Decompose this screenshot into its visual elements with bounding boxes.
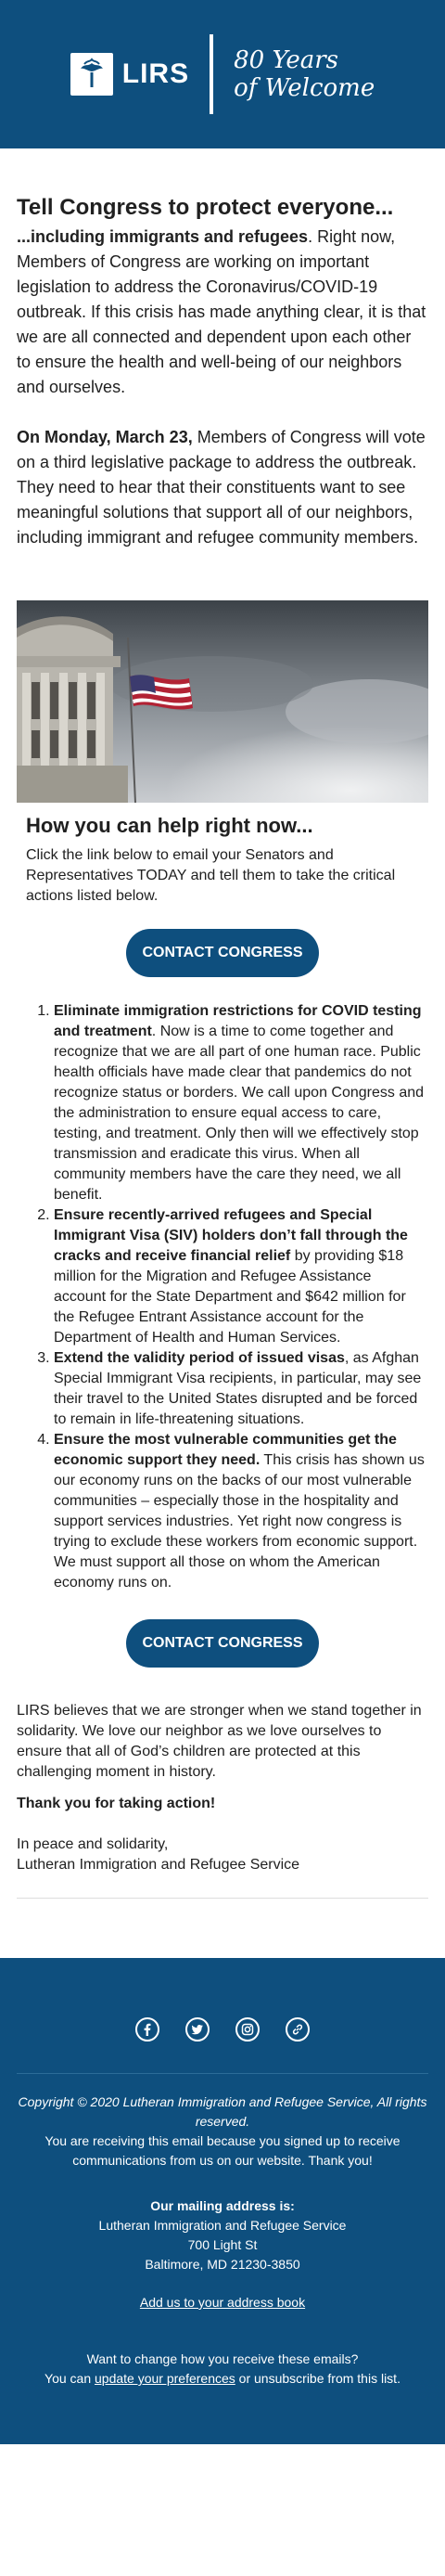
logo-text: LIRS xyxy=(121,58,190,89)
list-item xyxy=(54,1430,425,1593)
preferences-line xyxy=(17,2369,428,2389)
action-text: , as Afghan Special Immigrant Visa recipients, in particular, may see their travel to the United States disrupted and be forced to remain in life-threatening situations. xyxy=(54,1350,422,1427)
mailing-address-title: Our mailing address is: xyxy=(150,2198,295,2213)
help-section xyxy=(17,803,428,907)
action-bold: Ensure the most vulnerable communities get the economic support they need. xyxy=(54,1432,397,1468)
action-text: This crisis has shown us our economy runs on the backs of our most vulnerable communities – especially those in the hospitality and support services industries. Yet right now congress is trying to exclude these workers from economic support. We must support all those on whom the American economy runs on. xyxy=(54,1452,425,1591)
lirs-logo[interactable] xyxy=(70,34,375,114)
contact-congress-button-bottom[interactable]: CONTACT CONGRESS xyxy=(126,1619,319,1668)
action-text: . Now is a time to come together and recognize that we are all part of one human race. Public health officials have made clear that pandemics do not recognize status or borders. We call upon Congress and the administration to ensure equal access to care, testing, and treatment. Only then will we effectively stop transmission and eradicate this virus. When all community members have the care they need, we all benefit. xyxy=(54,1024,425,1203)
logo-tagline xyxy=(234,46,375,102)
logo-mark xyxy=(70,53,189,96)
vote-date: On Monday, March 23, xyxy=(17,428,193,446)
action-bold: Ensure recently-arrived refugees and Special Immigrant Visa (SIV) holders don’t fall through the cracks and receive financial relief xyxy=(54,1207,408,1264)
unsubscribe-link[interactable]: unsubscribe from this list xyxy=(254,2371,398,2386)
action-bold: Extend the validity period of issued visas xyxy=(54,1350,345,1366)
social-links xyxy=(17,2017,428,2041)
street-address: 700 Light St xyxy=(187,2237,258,2252)
help-title: How you can help right now... xyxy=(26,814,313,837)
action-bold: Eliminate immigration restrictions for COVID testing and treatment xyxy=(54,1003,422,1039)
closing-paragraph: LIRS believes that we are stronger when we stand together in solidarity. We love our neighbor as we love ourselves to ensure that all of God’s children are protected at this challenging moment in history. xyxy=(17,1703,422,1780)
signature xyxy=(17,1835,428,1875)
signature-line1: In peace and solidarity, xyxy=(17,1836,169,1852)
action-list xyxy=(17,1001,428,1593)
contact-button-wrap-bottom xyxy=(17,1619,428,1668)
signature-line2: Lutheran Immigration and Refugee Service xyxy=(17,1857,300,1873)
update-preferences-link[interactable]: update your preferences xyxy=(95,2371,235,2386)
city-address: Baltimore, MD 21230-3850 xyxy=(145,2257,300,2272)
tagline-line2: of Welcome xyxy=(234,74,375,102)
list-item xyxy=(54,1348,425,1430)
help-intro: Click the link below to email your Senators and Representatives TODAY and tell them to take the critical actions listed below. xyxy=(26,847,396,904)
website-link-icon[interactable] xyxy=(286,2017,310,2041)
intro-paragraph xyxy=(17,225,428,400)
action-text: by providing $18 million for the Migration and Refugee Assistance account for the State Department and $642 million for the Refugee Entrant Assistance account for the Department of Health and Human Services. xyxy=(54,1248,406,1346)
email-header xyxy=(0,0,445,148)
change-emails-text: Want to change how you receive these emails? xyxy=(86,2351,359,2366)
intro-text: . Right now, Members of Congress are working on important legislation to address the Coronavirus/COVID-19 outbreak. If this crisis has made anything clear, it is that we are all connected and dependent upon each other to ensure the health and well-being of our neighbors and ourselves. xyxy=(17,227,426,396)
list-item xyxy=(54,1001,425,1205)
contact-congress-button[interactable]: CONTACT CONGRESS xyxy=(126,929,319,977)
headline: Tell Congress to protect everyone... xyxy=(17,195,394,220)
logo-divider xyxy=(210,34,213,114)
period-text: . xyxy=(397,2371,400,2386)
vote-paragraph xyxy=(17,425,428,550)
thanks-line: Thank you for taking action! xyxy=(17,1796,216,1811)
you-can-text: You can xyxy=(44,2371,95,2386)
divider xyxy=(17,1898,428,1899)
closing-section xyxy=(17,1701,428,1875)
torch-flame-icon xyxy=(70,53,113,96)
american-flag-icon xyxy=(130,675,193,709)
email-body xyxy=(0,148,445,1899)
facebook-icon[interactable] xyxy=(135,2017,159,2041)
list-item xyxy=(54,1205,425,1348)
email-footer xyxy=(0,1958,445,2444)
subscription-reason: You are receiving this email because you signed up to receive communications from us on our website. Thank you! xyxy=(44,2133,400,2168)
capitol-hero-image xyxy=(17,600,428,803)
or-text: or xyxy=(235,2371,255,2386)
vote-text: Members of Congress will vote on a third legislative package to address the outbreak. They need to hear that their constituents want to see meaningful solutions that support all of our neighbors, including immigrant and refugee community members. xyxy=(17,428,426,547)
copyright-text: Copyright © 2020 Lutheran Immigration and Refugee Service, All rights reserved. xyxy=(18,2094,427,2129)
intro-bold: ...including immigrants and refugees xyxy=(17,227,309,246)
footer-divider xyxy=(17,2073,428,2074)
tagline-line1: 80 Years xyxy=(234,46,339,74)
twitter-icon[interactable] xyxy=(185,2017,210,2041)
instagram-icon[interactable] xyxy=(235,2017,260,2041)
address-book-link[interactable]: Add us to your address book xyxy=(139,2295,306,2310)
contact-button-wrap-top xyxy=(17,929,428,977)
org-name: Lutheran Immigration and Refugee Service xyxy=(98,2218,347,2233)
